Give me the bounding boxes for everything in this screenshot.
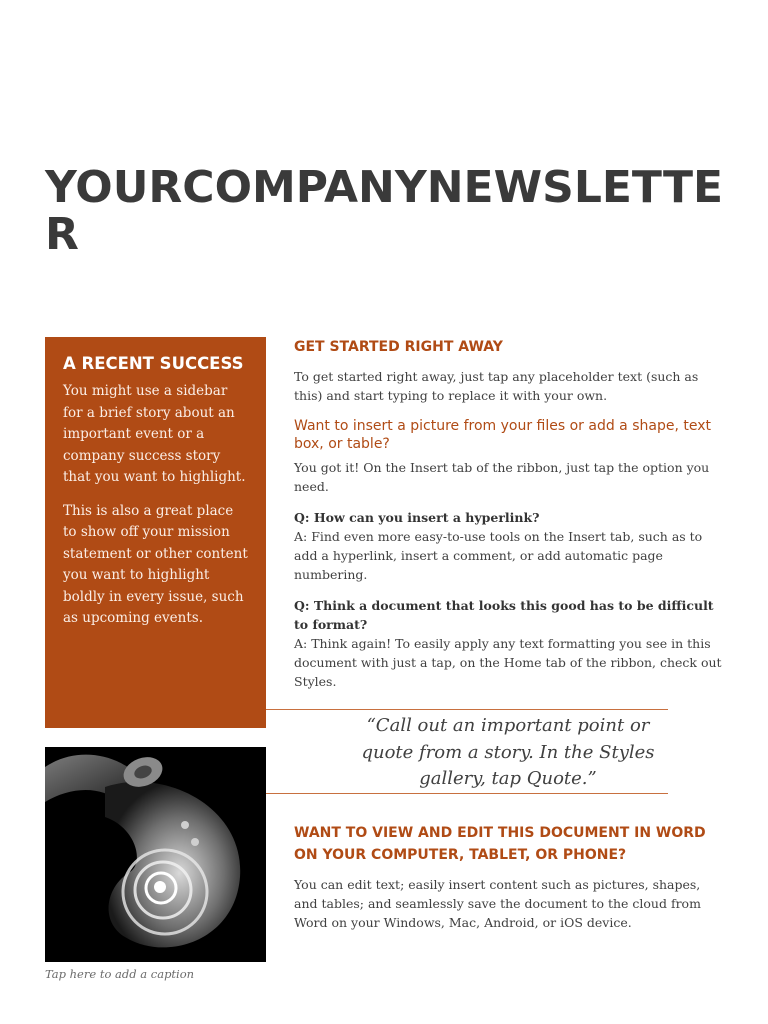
answer[interactable]: A: Think again! To easily apply any text formatting you see in this document with just a tap, on the Home tab of the ribbon, check out Styles. [294,636,722,689]
sidebar [45,337,266,728]
section-body[interactable]: You can edit text; easily insert content such as pictures, shapes, and tables; and seamlessly save the document to the cloud from Word on your Windows, Mac, Android, or iOS device. [294,877,701,930]
sidebar-paragraph[interactable]: You might use a sidebar for a brief story about an important event or a company success story that you want to highlight. [63,383,246,485]
pull-quote[interactable]: “Call out an important point or quote from a story. In the Styles gallery, tap Quote.” [361,715,655,789]
sidebar-paragraph[interactable]: This is also a great place to show off your mission statement or other content you want to highlight boldly in every issue, such as upcoming events. [63,502,248,626]
sub-answer[interactable]: You got it! On the Insert tab of the ribbon, just tap the option you need. [294,460,710,494]
main-intro[interactable]: To get started right away, just tap any placeholder text (such as this) and start typing to replace it with your own. [294,369,699,403]
answer[interactable]: A: Find even more easy-to-use tools on the Insert tab, such as to add a hyperlink, insert a comment, or add automatic page numbering. [294,529,703,582]
main-heading[interactable]: GET STARTED RIGHT AWAY [294,339,503,355]
newsletter-title[interactable]: YOURCOMPANYNEWSLETTER [45,162,724,260]
image-caption[interactable]: Tap here to add a caption [45,967,195,981]
sidebar-heading[interactable]: A RECENT SUCCESS [63,354,244,373]
question[interactable]: Q: Think a document that looks this good has to be difficult to format? [294,598,714,632]
section-heading[interactable]: WANT TO VIEW AND EDIT THIS DOCUMENT IN WORD ON YOUR COMPUTER, TABLET, OR PHONE? [294,825,706,863]
section-view-edit [294,822,724,932]
question[interactable]: Q: How can you insert a hyperlink? [294,510,540,525]
violin-scroll-icon [45,747,266,962]
quote-rule-bottom [266,793,668,794]
main-subheading[interactable]: Want to insert a picture from your files or add a shape, text box, or table? [294,418,711,452]
main-column [294,336,724,691]
violin-scroll-image[interactable] [45,747,266,962]
quote-rule-top [266,709,668,710]
